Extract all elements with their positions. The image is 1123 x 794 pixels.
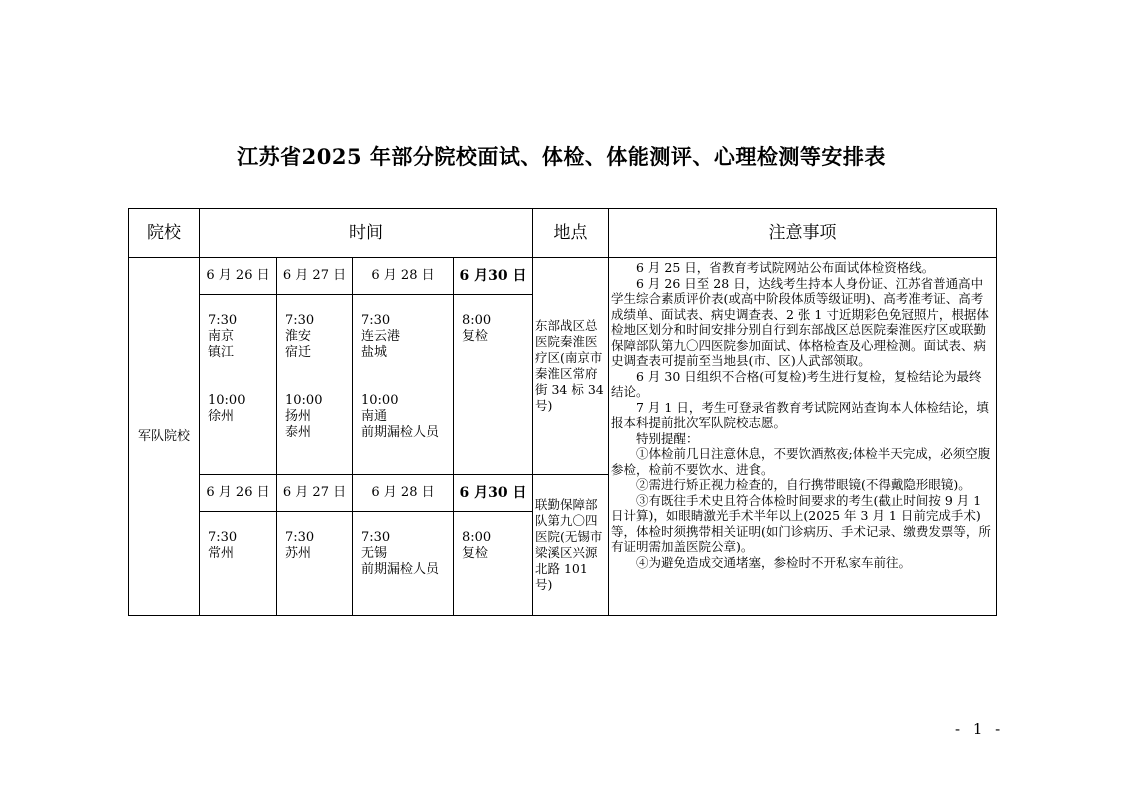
block1-date: 6 月30 日 (454, 258, 533, 295)
block1-slot (353, 295, 454, 475)
block1-date: 6 月 27 日 (277, 258, 353, 295)
block2-slot (353, 512, 454, 616)
slot-city: 扬州 (285, 409, 312, 424)
header-school: 院校 (129, 209, 200, 258)
note-item: 6 月 26 日至 28 日，达线考生持本人身份证、江苏省普通高中学生综合素质评价表(或高中阶段体质等级证明)、高考准考证、高考成绩单、面试表、病史调查表、2 张 1 寸近期彩色免冠照片，根据体检地区划分和时间安排分别自行到东部战区总医院秦淮医疗区或联勤保障部队第九〇四医院参加面试、体格检查及心理检测。面试表、病史调查表可提前至当地县(市、区)人武部领取。 (611, 275, 989, 368)
slot-time: 7:30 (208, 313, 238, 328)
slot-city: 南京 (208, 329, 235, 344)
header-time: 时间 (200, 209, 533, 258)
slot-time: 7:30 (208, 530, 238, 545)
slot-city: 镇江 (208, 345, 235, 360)
block1-date: 6 月 26 日 (200, 258, 277, 295)
slot-city: 连云港 (361, 329, 401, 344)
slot-city: 前期漏检人员 (361, 425, 440, 440)
slot-time: 10:00 (285, 393, 323, 408)
header-notes: 注意事项 (609, 209, 997, 258)
slot-city: 淮安 (285, 329, 312, 344)
school-name: 军队院校 (129, 258, 200, 616)
slot-time: 8:00 (462, 530, 492, 545)
block1-slot (200, 295, 277, 475)
block1-date: 6 月 28 日 (353, 258, 454, 295)
block2-date: 6 月30 日 (454, 475, 533, 512)
note-item: 6 月 30 日组织不合格(可复检)考生进行复检，复检结论为最终结论。 (611, 368, 982, 399)
note-item: ④为避免造成交通堵塞，参检时不开私家车前往。 (636, 554, 912, 570)
slot-city: 苏州 (285, 546, 312, 561)
slot-time: 8:00 (462, 313, 492, 328)
header-row (129, 209, 997, 258)
slot-city: 南通 (361, 409, 388, 424)
block1-slot (454, 295, 533, 475)
slot-time: 10:00 (208, 393, 246, 408)
slot-time: 7:30 (361, 530, 391, 545)
note-item: 7 月 1 日，考生可登录省教育考试院网站查询本人体检结论，填报本科提前批次军队院校志愿。 (611, 399, 989, 430)
block2-date: 6 月 26 日 (200, 475, 277, 512)
schedule-table (128, 208, 997, 616)
notes-cell (609, 258, 997, 616)
header-place: 地点 (533, 209, 609, 258)
block2-place: 联勤保障部队第九〇四医院(无锡市梁溪区兴源北路 101 号) (533, 475, 609, 616)
slot-time: 10:00 (361, 393, 399, 408)
document-title: 江苏省2025 年部分院校面试、体检、体能测评、心理检测等安排表 (237, 144, 886, 169)
note-item: ①体检前几日注意休息，不要饮酒熬夜;体检半天完成，必须空腹参检，检前不要饮水、进食。 (611, 446, 991, 477)
slot-city: 盐城 (361, 345, 388, 360)
slot-city: 常州 (208, 546, 235, 561)
slot-city: 复检 (462, 329, 489, 344)
note-item: ②需进行矫正视力检查的，自行携带眼镜(不得戴隐形眼镜)。 (636, 477, 971, 492)
slot-city: 无锡 (361, 546, 388, 561)
block2-date: 6 月 27 日 (277, 475, 353, 512)
note-item: ③有既往手术史且符合体检时间要求的考生(截止时间按 9 月 1 日计算)，如眼睛激光手术半年以上(2025 年 3 月 1 日前完成手术)等，体检时须携带相关证明(如门诊病历、手术记录、缴费发票等，所有证明需加盖医院公章)。 (611, 492, 991, 554)
page-number: - 1 - (955, 720, 1005, 738)
block1-slot (277, 295, 353, 475)
slot-time: 7:30 (361, 313, 391, 328)
block2-slot (454, 512, 533, 616)
slot-city: 泰州 (285, 425, 312, 440)
note-item: 特别提醒： (636, 430, 699, 446)
slot-city: 宿迁 (285, 345, 312, 360)
slot-time: 7:30 (285, 530, 315, 545)
slot-time: 7:30 (285, 313, 315, 328)
block2-slot (200, 512, 277, 616)
block2-date: 6 月 28 日 (353, 475, 454, 512)
block2-slot (277, 512, 353, 616)
note-item: 6 月 25 日，省教育考试院网站公布面试体检资格线。 (636, 260, 935, 275)
slot-city: 前期漏检人员 (361, 562, 440, 577)
slot-city: 复检 (462, 546, 489, 561)
slot-city: 徐州 (208, 409, 235, 424)
block1-place: 东部战区总医院秦淮医疗区(南京市秦淮区常府街 34 标 34 号) (533, 258, 609, 475)
block1-date-row (129, 258, 997, 295)
